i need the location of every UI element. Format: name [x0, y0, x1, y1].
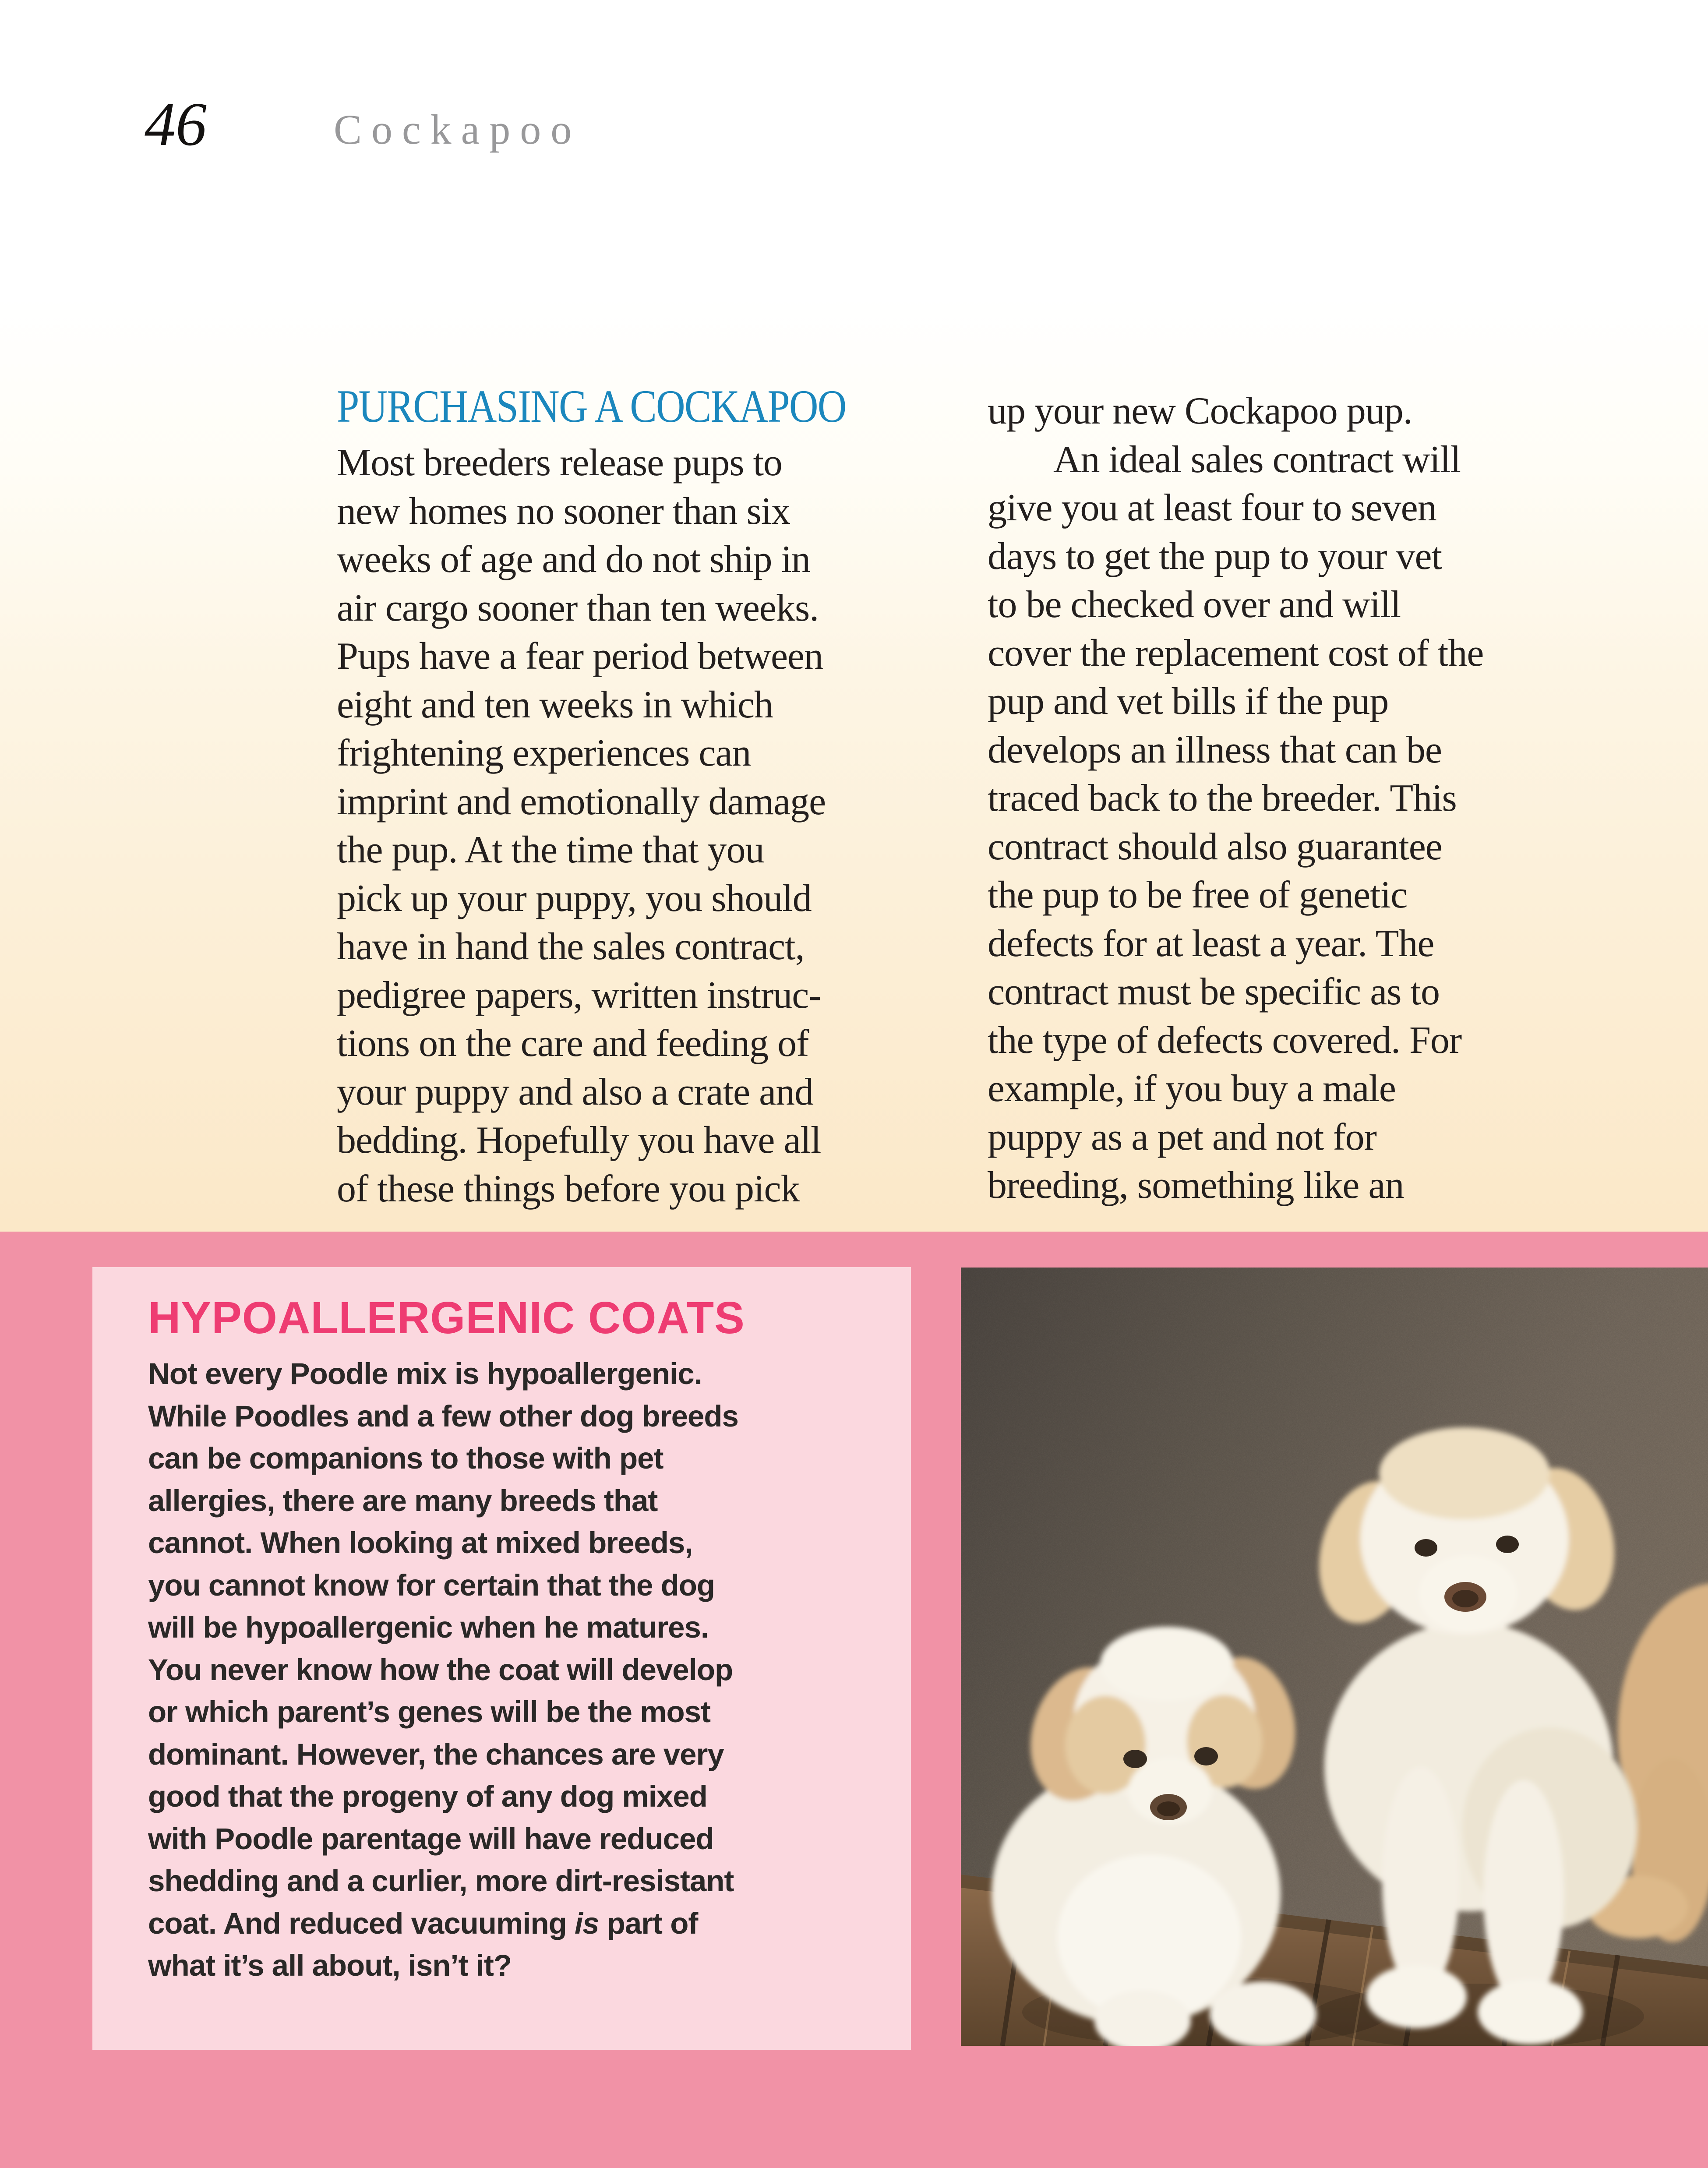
text-line: what it’s all about, isn’t it? — [148, 1949, 512, 1982]
text-line: frightening experiences can — [337, 732, 751, 774]
text-line: An ideal sales contract will — [1053, 438, 1461, 481]
text-line: coat. And reduced vacuuming is part of — [148, 1906, 698, 1940]
section-heading: PURCHASING A COCKAPOO — [337, 381, 846, 432]
text-line: air cargo sooner than ten weeks. — [337, 586, 819, 629]
text-line: your puppy and also a crate and — [337, 1070, 814, 1113]
text-line: Most breeders release pups to — [337, 441, 782, 484]
text-line: contract must be specific as to — [988, 971, 1440, 1013]
text-line: weeks of age and do not ship in — [337, 538, 810, 581]
text-line: dominant. However, the chances are very — [148, 1737, 724, 1771]
text-line: allergies, there are many breeds that — [148, 1483, 658, 1518]
text-line: or which parent’s genes will be the most — [148, 1695, 711, 1729]
text-line: develops an illness that can be — [988, 728, 1442, 771]
article-left-column — [337, 439, 826, 1213]
text-line: the pup to be free of genetic — [988, 874, 1408, 916]
text-line: days to get the pup to your vet — [988, 535, 1442, 578]
sidebar-heading: HYPOALLERGENIC COATS — [148, 1292, 745, 1343]
text-line: pick up your puppy, you should — [337, 877, 812, 920]
text-line: pedigree papers, written instruc- — [337, 974, 821, 1017]
text-line: defects for at least a year. The — [988, 922, 1434, 965]
text-line: shedding and a curlier, more dirt-resistant — [148, 1864, 734, 1898]
text-line: up your new Cockapoo pup. — [988, 390, 1412, 432]
text-line: puppy as a pet and not for — [988, 1116, 1376, 1158]
text-line: eight and ten weeks in which — [337, 683, 773, 726]
text-line: bedding. Hopefully you have all — [337, 1119, 821, 1162]
text-line: to be checked over and will — [988, 583, 1401, 626]
text-line: cover the replacement cost of the — [988, 632, 1484, 674]
puppies-photo-illustration — [961, 1268, 1708, 2046]
text-line: the pup. At the time that you — [337, 829, 764, 871]
text-line: good that the progeny of any dog mixed — [148, 1780, 707, 1813]
text-line: breeding, something like an — [988, 1164, 1404, 1207]
text-line: You never know how the coat will develop — [148, 1652, 733, 1687]
text-line: you cannot know for certain that the dog — [148, 1568, 715, 1602]
running-header-title: Cockapoo — [334, 106, 582, 153]
text-line: traced back to the breeder. This — [988, 777, 1457, 819]
text-line: Pups have a fear period between — [337, 635, 823, 678]
text-line: will be hypoallergenic when he matures. — [148, 1610, 709, 1644]
text-line: new homes no sooner than six — [337, 490, 790, 533]
text-line: tions on the care and feeding of — [337, 1022, 809, 1065]
text-line: example, if you buy a male — [988, 1067, 1396, 1110]
text-line: pup and vet bills if the pup — [988, 680, 1389, 723]
text-line: the type of defects covered. For — [988, 1019, 1462, 1062]
text-line: imprint and emotionally damage — [337, 780, 826, 823]
text-line: have in hand the sales contract, — [337, 925, 805, 968]
text-line: Not every Poodle mix is hypoallergenic. — [148, 1357, 702, 1391]
text-line: with Poodle parentage will have reduced — [148, 1822, 714, 1856]
text-line: can be companions to those with pet — [148, 1441, 663, 1475]
text-line: cannot. When looking at mixed breeds, — [148, 1526, 693, 1560]
text-line: While Poodles and a few other dog breeds — [148, 1399, 738, 1433]
sidebar-box — [92, 1267, 911, 2050]
article-right-column — [988, 387, 1483, 1210]
text-line: of these things before you pick — [337, 1167, 800, 1210]
text-line: contract should also guarantee — [988, 825, 1442, 868]
page-number: 46 — [145, 89, 207, 159]
text-line: give you at least four to seven — [988, 487, 1436, 529]
sidebar-body — [148, 1353, 738, 1987]
puppies-photo — [961, 1268, 1708, 2046]
